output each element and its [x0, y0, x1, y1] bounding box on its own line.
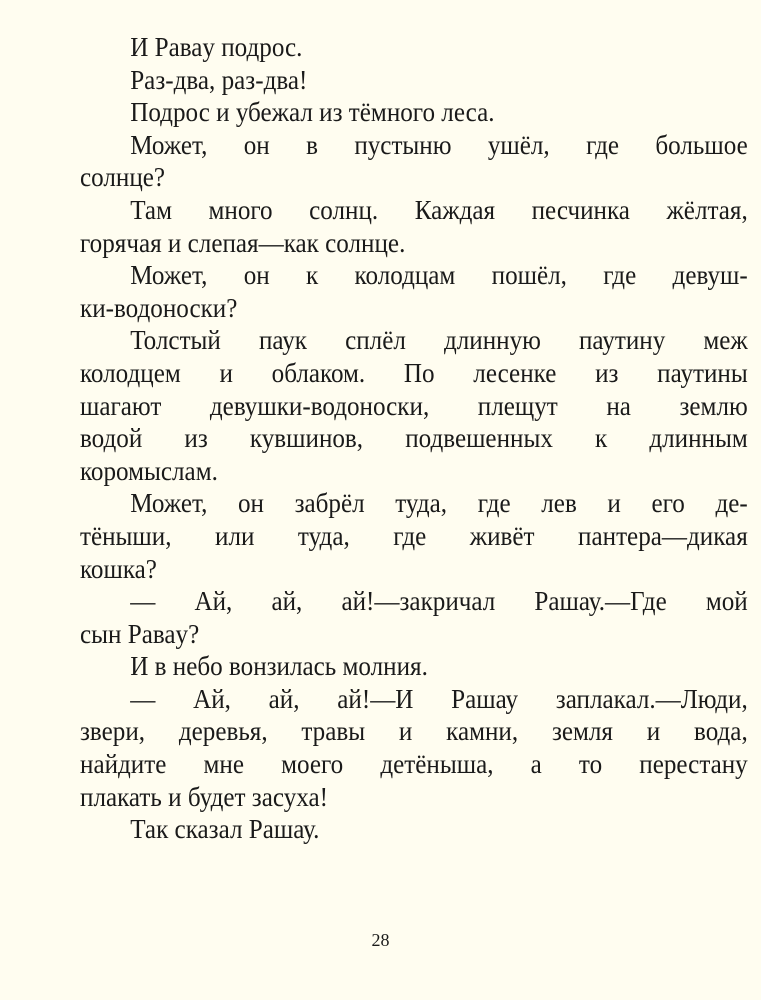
- text-line: тёныши, или туда, где живёт пантера—дикая: [80, 520, 748, 551]
- text-line: Раз-два, раз-два!: [130, 64, 308, 95]
- text-line: И Раваy подрос.: [130, 32, 303, 62]
- text-line: найдите мне моего детёныша, а то перестану: [80, 749, 748, 780]
- page-number: 28: [371, 930, 390, 950]
- page-body-text: [80, 31, 748, 846]
- text-line: горячая и слепая—как солнце.: [80, 227, 406, 258]
- text-line: Может, он к колодцам пошёл, где девуш-: [130, 260, 748, 291]
- text-line: Может, он в пустыню ушёл, где большое: [130, 129, 748, 160]
- text-line: солнце?: [80, 162, 166, 193]
- text-line: кошка?: [80, 553, 157, 584]
- text-line: водой из кувшинов, подвешенных к длинным: [80, 423, 748, 454]
- text-line: Там много солнц. Каждая песчинка жёлтая,: [130, 194, 748, 225]
- text-line: шагают девушки-водоноски, плещут на землю: [80, 390, 748, 421]
- text-line: — Ай, ай, ай!—И Рашау заплакал.—Люди,: [130, 683, 748, 714]
- text-line: Может, он забрёл туда, где лев и его де-: [130, 488, 748, 519]
- text-line: коромыслам.: [80, 455, 218, 486]
- text-line: И в небо вонзилась молния.: [130, 651, 428, 682]
- text-line: Так сказал Рашау.: [130, 814, 320, 845]
- text-line: ки-водоноски?: [80, 292, 238, 323]
- text-line: плакать и будет засуха!: [80, 781, 328, 812]
- text-line: Подрос и убежал из тёмного леса.: [130, 97, 495, 128]
- text-line: колодцем и облаком. По лесенке из паутины: [80, 357, 748, 388]
- text-line: сын Раваy?: [80, 618, 200, 649]
- text-line: звери, деревья, травы и камни, земля и вода,: [80, 716, 748, 747]
- text-line: — Ай, ай, ай!—закричал Рашау.—Где мой: [130, 586, 748, 617]
- text-line: Толстый паук сплёл длинную паутину меж: [130, 325, 748, 356]
